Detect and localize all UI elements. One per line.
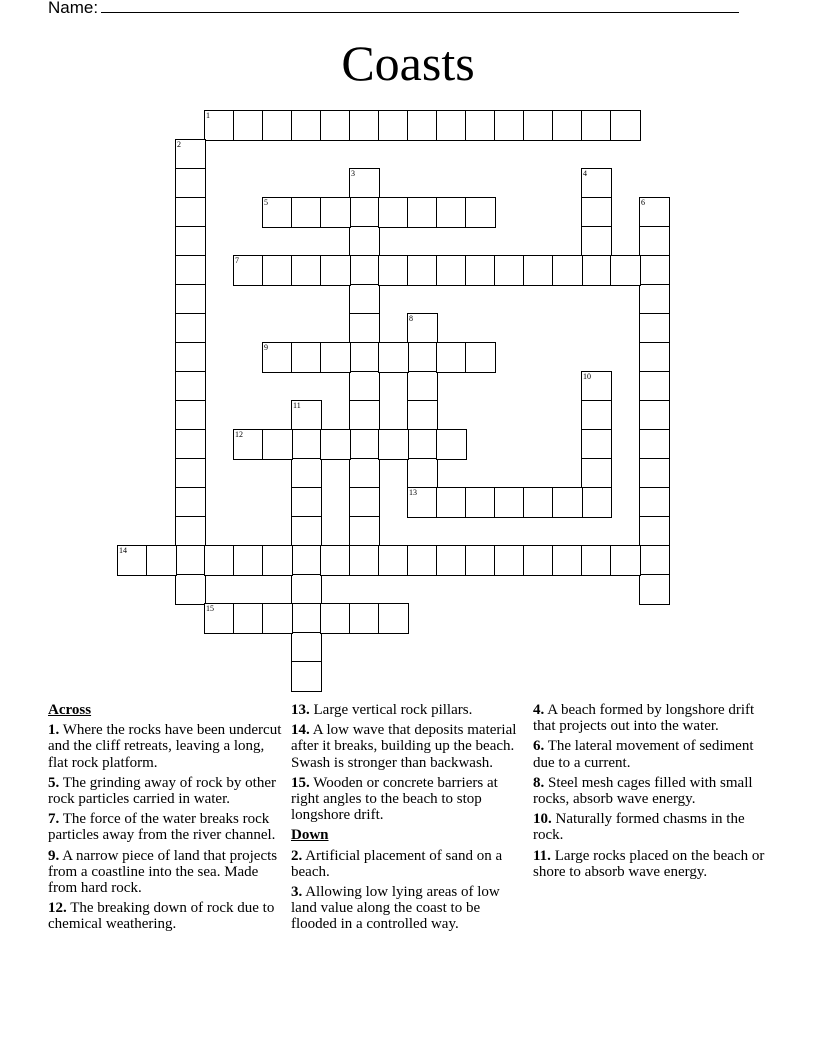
grid-cell[interactable] (175, 226, 206, 257)
grid-cell[interactable] (262, 197, 293, 228)
grid-cell[interactable] (407, 371, 438, 402)
grid-cell[interactable] (639, 429, 670, 460)
cell-number: 6 (641, 198, 645, 207)
grid-cell[interactable] (291, 603, 322, 634)
clue-column-3 (533, 702, 769, 884)
grid-cell[interactable] (465, 342, 496, 373)
grid-cell[interactable] (581, 168, 612, 199)
grid-cell[interactable] (465, 197, 496, 228)
grid-cell[interactable] (291, 110, 322, 141)
grid-cell[interactable] (639, 574, 670, 605)
clue-across-12 (48, 900, 288, 932)
grid-cell[interactable] (175, 429, 206, 460)
grid-cell[interactable] (349, 516, 380, 547)
clue-number: 8. (533, 774, 545, 791)
grid-cell[interactable] (465, 545, 496, 576)
grid-cell[interactable] (639, 197, 670, 228)
grid-cell[interactable] (407, 487, 438, 518)
cell-number: 10 (583, 372, 591, 381)
grid-cell[interactable] (204, 603, 235, 634)
grid-cell[interactable] (320, 255, 351, 286)
grid-cell[interactable] (639, 458, 670, 489)
grid-cell[interactable] (494, 110, 525, 141)
grid-cell[interactable] (175, 255, 206, 286)
cell-number: 2 (177, 140, 181, 149)
grid-cell[interactable] (262, 255, 293, 286)
grid-cell[interactable] (639, 516, 670, 547)
grid-cell[interactable] (262, 603, 293, 634)
clue-number: 11. (533, 847, 551, 864)
grid-cell[interactable] (291, 632, 322, 663)
grid-cell[interactable] (175, 400, 206, 431)
grid-cell[interactable] (523, 487, 554, 518)
grid-cell[interactable] (610, 545, 641, 576)
grid-cell[interactable] (581, 400, 612, 431)
clue-text: A beach formed by longshore drift that projects out into the water. (533, 702, 755, 735)
grid-cell[interactable] (407, 545, 438, 576)
grid-cell[interactable] (175, 139, 206, 170)
clue-number: 10. (533, 811, 552, 828)
clue-down-4 (533, 702, 769, 734)
grid-cell[interactable] (523, 110, 554, 141)
grid-cell[interactable] (204, 110, 235, 141)
grid-cell[interactable] (233, 545, 264, 576)
grid-cell[interactable] (523, 255, 554, 286)
grid-cell[interactable] (581, 371, 612, 402)
grid-cell[interactable] (291, 574, 322, 605)
clue-number: 2. (291, 847, 303, 864)
clue-number: 15. (291, 774, 310, 791)
grid-cell[interactable] (175, 313, 206, 344)
grid-cell[interactable] (291, 400, 322, 431)
grid-cell[interactable] (378, 110, 409, 141)
grid-cell[interactable] (175, 284, 206, 315)
clue-text: Large rocks placed on the beach or shore to absorb wave energy. (533, 847, 765, 880)
grid-cell[interactable] (465, 110, 496, 141)
grid-cell[interactable] (291, 661, 322, 692)
grid-cell[interactable] (349, 168, 380, 199)
clue-number: 7. (48, 811, 60, 828)
clue-number: 13. (291, 702, 310, 718)
grid-cell[interactable] (233, 429, 264, 460)
cell-number: 8 (409, 314, 413, 323)
clue-number: 4. (533, 702, 545, 718)
grid-cell[interactable] (233, 603, 264, 634)
grid-cell[interactable] (407, 458, 438, 489)
grid-cell[interactable] (639, 487, 670, 518)
cell-number: 12 (235, 430, 243, 439)
grid-cell[interactable] (436, 255, 467, 286)
grid-cell[interactable] (581, 487, 612, 518)
grid-cell[interactable] (291, 255, 322, 286)
grid-cell[interactable] (233, 110, 264, 141)
clue-down-3 (291, 884, 529, 933)
grid-cell[interactable] (233, 255, 264, 286)
grid-cell[interactable] (465, 487, 496, 518)
clue-number: 9. (48, 847, 60, 864)
clue-text: The force of the water breaks rock particles away from the river channel. (48, 811, 276, 844)
cell-number: 1 (206, 111, 210, 120)
grid-cell[interactable] (349, 342, 380, 373)
grid-cell[interactable] (552, 110, 583, 141)
grid-cell[interactable] (291, 197, 322, 228)
grid-cell[interactable] (320, 197, 351, 228)
clue-text: A low wave that deposits material after it breaks, building up the beach. Swash is stronger than backwash. (291, 722, 517, 771)
grid-cell[interactable] (494, 487, 525, 518)
grid-cell[interactable] (494, 545, 525, 576)
grid-cell[interactable] (552, 255, 583, 286)
clue-number: 12. (48, 900, 67, 917)
grid-cell[interactable] (407, 255, 438, 286)
grid-cell[interactable] (349, 255, 380, 286)
grid-cell[interactable] (581, 197, 612, 228)
grid-cell[interactable] (552, 545, 583, 576)
clue-down-8 (533, 775, 769, 807)
grid-cell[interactable] (320, 110, 351, 141)
grid-cell[interactable] (407, 197, 438, 228)
grid-cell[interactable] (436, 429, 467, 460)
grid-cell[interactable] (349, 487, 380, 518)
grid-cell[interactable] (523, 545, 554, 576)
grid-cell[interactable] (175, 371, 206, 402)
grid-cell[interactable] (320, 342, 351, 373)
grid-cell[interactable] (639, 255, 670, 286)
clue-number: 5. (48, 774, 60, 791)
grid-cell[interactable] (349, 545, 380, 576)
clue-text: The grinding away of rock by other rock particles carried in water. (48, 774, 277, 808)
clue-across-9 (48, 848, 288, 897)
grid-cell[interactable] (436, 487, 467, 518)
grid-cell[interactable] (639, 545, 670, 576)
cell-number: 5 (264, 198, 268, 207)
clue-down-10 (533, 811, 769, 843)
grid-cell[interactable] (291, 516, 322, 547)
grid-cell[interactable] (639, 342, 670, 373)
grid-cell[interactable] (378, 197, 409, 228)
grid-cell[interactable] (117, 545, 148, 576)
clue-text: The lateral movement of sediment due to a current. (533, 738, 754, 771)
grid-cell[interactable] (494, 255, 525, 286)
across-heading: Across (48, 702, 92, 718)
grid-cell[interactable] (262, 429, 293, 460)
grid-cell[interactable] (552, 487, 583, 518)
grid-cell[interactable] (175, 458, 206, 489)
grid-cell[interactable] (639, 226, 670, 257)
cell-number: 9 (264, 343, 268, 352)
grid-cell[interactable] (581, 110, 612, 141)
clue-text: Steel mesh cages filled with small rocks, absorb wave energy. (533, 774, 753, 808)
grid-cell[interactable] (175, 342, 206, 373)
clue-across-1 (48, 722, 288, 771)
grid-cell[interactable] (349, 458, 380, 489)
grid-cell[interactable] (407, 429, 438, 460)
page-title: Coasts (341, 35, 475, 91)
grid-cell[interactable] (146, 545, 177, 576)
clue-number: 3. (291, 884, 303, 901)
grid-cell[interactable] (262, 110, 293, 141)
clue-down-11 (533, 848, 769, 880)
grid-cell[interactable] (291, 487, 322, 518)
grid-cell[interactable] (436, 342, 467, 373)
grid-cell[interactable] (349, 284, 380, 315)
grid-cell[interactable] (610, 110, 641, 141)
clue-text: Artificial placement of sand on a beach. (291, 847, 503, 880)
grid-cell[interactable] (204, 545, 235, 576)
grid-cell[interactable] (407, 110, 438, 141)
grid-cell[interactable] (349, 110, 380, 141)
grid-cell[interactable] (378, 603, 409, 634)
grid-cell[interactable] (581, 429, 612, 460)
grid-cell[interactable] (378, 255, 409, 286)
grid-cell[interactable] (320, 545, 351, 576)
clue-text: The breaking down of rock due to chemical weathering. (48, 900, 275, 933)
clue-number: 14. (291, 722, 310, 739)
grid-cell[interactable] (291, 458, 322, 489)
clue-column-1 (48, 702, 288, 937)
clue-across-14 (291, 722, 529, 771)
cell-number: 15 (206, 604, 214, 613)
grid-cell[interactable] (175, 516, 206, 547)
grid-cell[interactable] (349, 603, 380, 634)
grid-cell[interactable] (175, 545, 206, 576)
cell-number: 4 (583, 169, 587, 178)
clue-down-2 (291, 848, 529, 880)
cell-number: 13 (409, 488, 417, 497)
cell-number: 3 (351, 169, 355, 178)
grid-cell[interactable] (349, 400, 380, 431)
grid-cell[interactable] (262, 545, 293, 576)
grid-cell[interactable] (436, 545, 467, 576)
clue-text: Where the rocks have been undercut and the cliff retreats, leaving a long, flat rock platform. (48, 722, 282, 771)
grid-cell[interactable] (436, 110, 467, 141)
clue-across-7 (48, 811, 288, 843)
grid-cell[interactable] (581, 458, 612, 489)
grid-cell[interactable] (378, 545, 409, 576)
clue-number: 1. (48, 722, 60, 739)
clue-text: Allowing low lying areas of low land value along the coast to be flooded in a controlled way. (291, 884, 500, 933)
grid-cell[interactable] (436, 197, 467, 228)
grid-cell[interactable] (291, 545, 322, 576)
grid-cell[interactable] (175, 487, 206, 518)
grid-cell[interactable] (465, 255, 496, 286)
grid-cell[interactable] (175, 168, 206, 199)
clue-text: A narrow piece of land that projects from a coastline into the sea. Made from hard rock. (48, 847, 278, 897)
clue-text: Naturally formed chasms in the rock. (533, 811, 745, 844)
grid-cell[interactable] (349, 313, 380, 344)
clue-down-6 (533, 738, 769, 770)
clue-column-2 (291, 702, 529, 937)
clue-across-15 (291, 775, 529, 824)
grid-cell[interactable] (349, 429, 380, 460)
grid-cell[interactable] (639, 371, 670, 402)
grid-cell[interactable] (407, 400, 438, 431)
grid-cell[interactable] (639, 313, 670, 344)
grid-cell[interactable] (349, 197, 380, 228)
grid-cell[interactable] (175, 197, 206, 228)
grid-cell[interactable] (291, 429, 322, 460)
clue-text: Large vertical rock pillars. (313, 702, 473, 718)
clue-text: Wooden or concrete barriers at right angles to the beach to stop longshore drift. (291, 774, 498, 824)
clue-across-13 (291, 702, 529, 718)
grid-cell[interactable] (581, 255, 612, 286)
grid-cell[interactable] (320, 603, 351, 634)
clue-number: 6. (533, 738, 545, 755)
grid-cell[interactable] (378, 429, 409, 460)
grid-cell[interactable] (610, 255, 641, 286)
grid-cell[interactable] (581, 545, 612, 576)
grid-cell[interactable] (320, 429, 351, 460)
cell-number: 7 (235, 256, 239, 265)
grid-cell[interactable] (349, 371, 380, 402)
grid-cell[interactable] (262, 342, 293, 373)
grid-cell[interactable] (349, 226, 380, 257)
grid-cell[interactable] (639, 284, 670, 315)
cell-number: 11 (293, 401, 301, 410)
name-label: Name: (48, 0, 99, 17)
cell-number: 14 (119, 546, 127, 555)
grid-cell[interactable] (407, 313, 438, 344)
grid-cell[interactable] (407, 342, 438, 373)
grid-cell[interactable] (291, 342, 322, 373)
grid-cell[interactable] (581, 226, 612, 257)
grid-cell[interactable] (378, 342, 409, 373)
grid-cell[interactable] (175, 574, 206, 605)
clue-across-5 (48, 775, 288, 807)
down-heading: Down (291, 827, 329, 844)
grid-cell[interactable] (639, 400, 670, 431)
